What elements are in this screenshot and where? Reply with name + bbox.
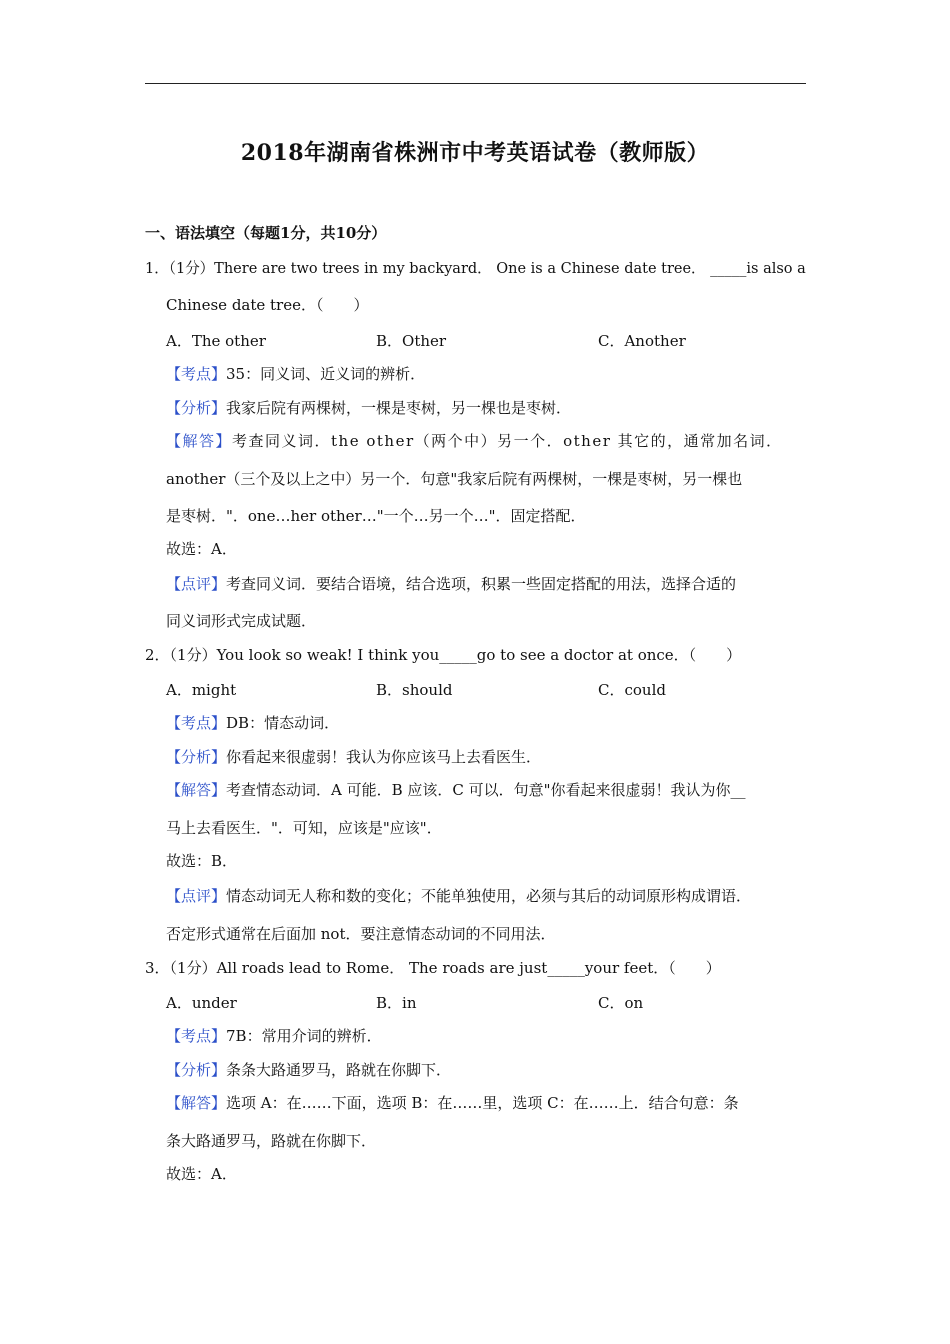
- q1-jieda-line3: 是枣树．"．one…her other…"一个…另一个…"．固定搭配．: [166, 507, 586, 525]
- q3-kaodian-text: 7B：常用介词的辨析．: [226, 1027, 382, 1045]
- q1-dianping-text1: 考查同义词．要结合语境，结合选项，积累一些固定搭配的用法，选择合适的: [226, 575, 737, 593]
- jieda-label: 【解答】: [166, 432, 233, 450]
- q2-dianping-text1: 情态动词无人称和数的变化；不能单独使用，必须与其后的动词原形构成谓语．: [226, 887, 752, 905]
- q2-jieda-text1: 考查情态动词．A 可能．B 应该．C 可以．句意"你看起来很虚弱！我认为你__: [226, 781, 746, 799]
- q3-fenxi: [166, 1060, 451, 1080]
- q2-kaodian: [166, 713, 339, 733]
- q1-dianping-line2: 同义词形式完成试题．: [166, 612, 317, 630]
- q1-kaodian-text: 35：同义词、近义词的辨析．: [226, 365, 426, 383]
- q1-stem-line2: Chinese date tree．（ ）: [166, 296, 369, 314]
- q2-stem-line1: 2．（1分）You look so weak! I think you_____go to see a doctor at once．（ ）: [145, 646, 742, 664]
- q2-option-a: A．might: [166, 681, 237, 699]
- q1-dianping: [166, 574, 736, 594]
- q3-jieda-text1: 选项 A：在……下面，选项 B：在……里，选项 C：在……上．结合句意：条: [226, 1094, 739, 1112]
- kaodian-label: 【考点】: [166, 1027, 227, 1045]
- q3-kaodian: [166, 1026, 382, 1046]
- q1-jieda: [166, 431, 783, 451]
- q3-jieda-line2: 条大路通罗马，路就在你脚下．: [166, 1132, 377, 1150]
- q1-stem-line1: 1．（1分）There are two trees in my backyard． One is a Chinese date tree． _____is also a: [145, 259, 806, 277]
- q3-answer: 故选：A．: [166, 1165, 237, 1183]
- q3-option-c: C．on: [598, 994, 644, 1012]
- q1-jieda-line2: another（三个及以上之中）另一个．句意"我家后院有两棵树，一棵是枣树，另一棵也: [166, 470, 743, 488]
- q1-jieda-text1: 考查同义词．the other（两个中）另一个．other 其它的，通常加名词．: [232, 432, 783, 450]
- q2-answer: 故选：B．: [166, 852, 238, 870]
- page-title: 2018年湖南省株洲市中考英语试卷（教师版）: [240, 140, 710, 166]
- fenxi-label: 【分析】: [166, 748, 227, 766]
- q1-option-c: C．Another: [598, 332, 686, 350]
- q3-fenxi-text: 条条大路通罗马，路就在你脚下．: [226, 1061, 452, 1079]
- q2-fenxi-text: 你看起来很虚弱！我认为你应该马上去看医生．: [226, 748, 542, 766]
- q2-option-c: C．could: [598, 681, 666, 699]
- jieda-label: 【解答】: [166, 1094, 227, 1112]
- kaodian-label: 【考点】: [166, 365, 227, 383]
- q2-fenxi: [166, 747, 541, 767]
- jieda-label: 【解答】: [166, 781, 227, 799]
- fenxi-label: 【分析】: [166, 399, 227, 417]
- dianping-label: 【点评】: [166, 887, 227, 905]
- q1-answer: 故选：A．: [166, 540, 237, 558]
- q3-option-b: B．in: [376, 994, 417, 1012]
- q3-jieda: [166, 1093, 739, 1113]
- q1-fenxi-text: 我家后院有两棵树，一棵是枣树，另一棵也是枣树．: [226, 399, 572, 417]
- q3-option-a: A．under: [166, 994, 237, 1012]
- kaodian-label: 【考点】: [166, 714, 227, 732]
- q1-kaodian: [166, 364, 425, 384]
- q1-option-b: B．Other: [376, 332, 447, 350]
- fenxi-label: 【分析】: [166, 1061, 227, 1079]
- q2-jieda: [166, 780, 746, 800]
- header-rule: [145, 83, 806, 84]
- section-heading: 一、语法填空（每题1分，共10分）: [145, 224, 387, 242]
- dianping-label: 【点评】: [166, 575, 227, 593]
- q2-dianping: [166, 886, 751, 906]
- q2-option-b: B．should: [376, 681, 453, 699]
- q3-stem-line1: 3．（1分）All roads lead to Rome． The roads are just_____your feet．（ ）: [145, 959, 721, 977]
- q2-kaodian-text: DB：情态动词．: [226, 714, 340, 732]
- q2-dianping-line2: 否定形式通常在后面加 not．要注意情态动词的不同用法．: [166, 925, 556, 943]
- q1-fenxi: [166, 398, 571, 418]
- q2-jieda-line2: 马上去看医生．"．可知，应该是"应该"．: [166, 819, 442, 837]
- q1-option-a: A．The other: [166, 332, 266, 350]
